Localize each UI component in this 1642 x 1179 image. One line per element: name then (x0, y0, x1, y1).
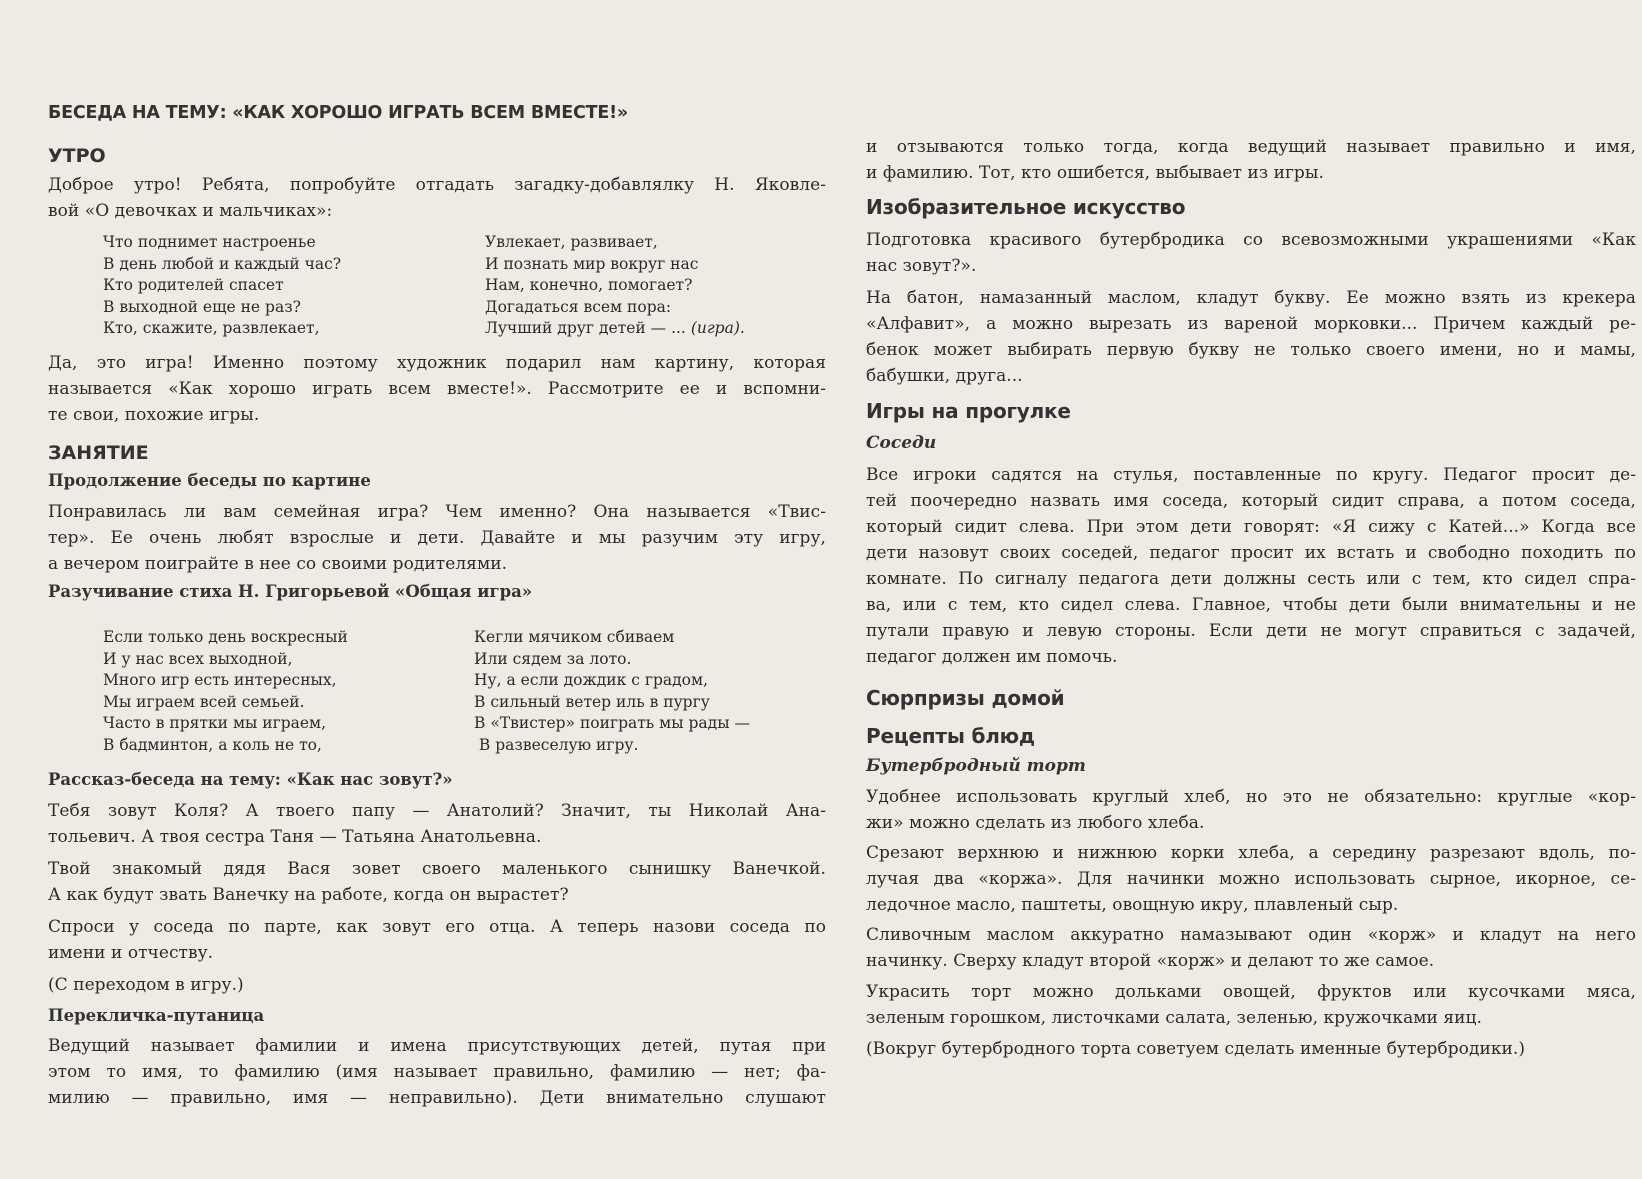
names-paragraph-2: Твой знакомый дядя Вася зовет своего маленького сынишку Ванечкой. А как будут звать Ванечку на работе, когда он вырастет? (48, 859, 826, 905)
recipes-heading: Рецепты блюд (866, 724, 1035, 748)
lesson-heading: ЗАНЯТИЕ (48, 442, 149, 464)
picture-text: Понравилась ли вам семейная игра? Чем именно? Она называется «Твис- тер». Ее очень любят взрослые и дети. Давайте и мы разучим эту игру, а вечером поиграйте в нее со своими родителями. (48, 502, 826, 574)
cake-paragraph-5: (Вокруг бутербродного торта советуем сделать именные бутербродики.) (866, 1039, 1526, 1059)
riddle-column-1: Что поднимет настроенье В день любой и каждый час? Кто родителей спасет В выходной еще не раз? Кто, скажите, развлекает, (103, 233, 342, 337)
art-heading: Изобразительное искусство (866, 195, 1186, 219)
cake-heading: Бутербродный торт (866, 756, 1086, 776)
neighbors-heading: Соседи (866, 433, 937, 453)
poem-column-1: Если только день воскресный И у нас всех выходной, Много игр есть интересных, Мы играем всей семьей. Часто в прятки мы играем, В бадминтон, а коль не то, (103, 628, 348, 754)
art-paragraph-1: Подготовка красивого бутербродика со всевозможными украшениями «Как нас зовут?». (866, 230, 1636, 276)
cake-paragraph-1: Удобнее использовать круглый хлеб, но это не обязательно: круглые «кор- жи» можно сделать из любого хлеба. (866, 787, 1636, 833)
names-paragraph-3: Спроси у соседа по парте, как зовут его отца. А теперь назови соседа по имени и отчеству. (48, 917, 826, 963)
picture-heading: Продолжение беседы по картине (48, 471, 371, 490)
cake-paragraph-2: Срезают верхнюю и нижнюю корки хлеба, а середину разрезают вдоль, по- лучая два «коржа». Для начинки можно использовать сырное, икорное, се- ледочное масло, паштеты, овощную икру, плавленый сыр. (866, 843, 1636, 915)
names-paragraph-4: (С переходом в игру.) (48, 975, 244, 995)
cake-paragraph-4: Украсить торт можно дольками овощей, фруктов или кусочками мяса, зеленым горошком, листочками салата, зеленью, кружочками яиц. (866, 982, 1636, 1028)
page-title: БЕСЕДА НА ТЕМУ: «КАК ХОРОШО ИГРАТЬ ВСЕМ ВМЕСТЕ!» (48, 103, 628, 123)
cake-paragraph-3: Сливочным маслом аккуратно намазывают один «корж» и кладут на него начинку. Сверху кладут второй «корж» и делают то же самое. (866, 925, 1636, 971)
riddle-answer: (игра). (690, 319, 745, 337)
neighbors-text: Все игроки садятся на стулья, поставленные по кругу. Педагог просит де- тей поочередно назвать имя соседа, который сидит справа, а потом соседа, который сидит слева. При этом дети говорят: «Я сижу с Катей...» Когда все дети назовут своих соседей, педагог просит их встать и свободно походить по комнате. По сигналу педагога дети должны сесть или с тем, кто сидел спра- ва, или с тем, кто сидел слева. Главное, чтобы дети были внимательны и не путали правую и левую стороны. Если дети не могут справиться с задачей, педагог должен им помочь. (866, 465, 1636, 667)
poem-heading: Разучивание стиха Н. Григорьевой «Общая игра» (48, 582, 533, 601)
rollcall-text: Ведущий называет фамилии и имена присутствующих детей, путая при этом то имя, то фамилию (имя называет правильно, фамилию — нет; фа- милию — правильно, имя — неправильно). Дети внимательно слушают (48, 1036, 826, 1108)
art-paragraph-2: На батон, намазанный маслом, кладут букву. Ее можно взять из крекера «Алфавит», а можно вырезать из вареной морковки... Причем каждый ре- бенок может выбирать первую букву не только своего имени, но и мамы, бабушки, друга... (866, 288, 1636, 386)
names-paragraph-1: Тебя зовут Коля? А твоего папу — Анатолий? Значит, ты Николай Ана- тольевич. А твоя сестра Таня — Татьяна Анатольевна. (48, 801, 826, 847)
morning-heading: УТРО (48, 145, 106, 167)
names-heading: Рассказ-беседа на тему: «Как нас зовут?» (48, 770, 453, 789)
morning-outro: Да, это игра! Именно поэтому художник подарил нам картину, которая называется «Как хорошо играть всем вместе!». Рассмотрите ее и вспомни- те свои, похожие игры. (48, 353, 826, 425)
riddle-column-2: Увлекает, развивает, И познать мир вокруг нас Нам, конечно, помогает? Догадаться всем пора: Лучший друг детей — ... (игра). (485, 233, 745, 337)
surprises-heading: Сюрпризы домой (866, 686, 1065, 710)
morning-intro: Доброе утро! Ребята, попробуйте отгадать загадку-добавлялку Н. Яковле- вой «О девочках и мальчиках»: (48, 175, 826, 221)
rollcall-heading: Перекличка-путаница (48, 1006, 265, 1025)
poem-column-2: Кегли мячиком сбиваем Или сядем за лото. Ну, а если дождик с градом, В сильный ветер иль в пургу В «Твистер» поиграть мы рады — В развеселую игру. (474, 628, 750, 754)
walk-heading: Игры на прогулке (866, 399, 1071, 423)
continued-text: и отзываются только тогда, когда ведущий называет правильно и имя, и фамилию. Тот, кто ошибется, выбывает из игры. (866, 137, 1636, 183)
